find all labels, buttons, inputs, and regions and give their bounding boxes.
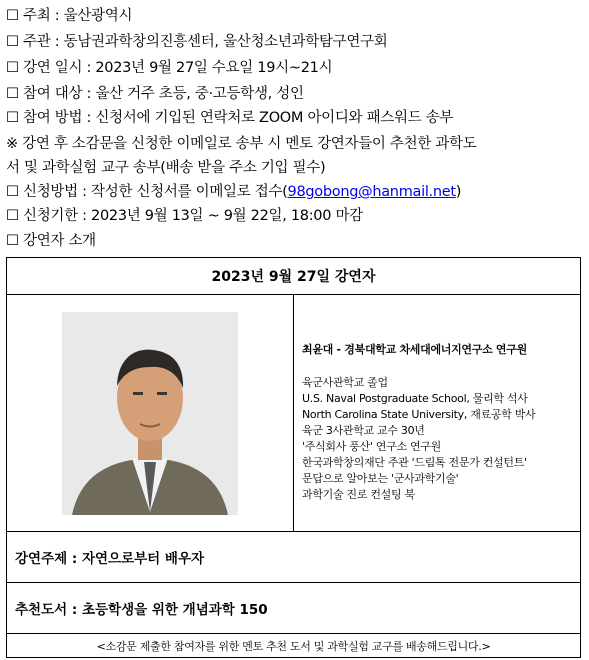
bio-item: '주식회사 풍산' 연구소 연구원 — [302, 440, 441, 453]
info-line-method: ☐ 참여 방법 : 신청서에 기입된 연락처로 ZOOM 아이디와 패스워드 송부 — [6, 110, 454, 126]
recommended-book: 추천도서 : 초등학생을 위한 개념과학 150 — [7, 583, 581, 634]
info-line-note: ※ 강연 후 소감문을 신청한 이메일로 송부 시 멘토 강연자들이 추천한 과학도 — [6, 136, 477, 152]
info-line-target: ☐ 참여 대상 : 울산 거주 초등, 중·고등학생, 성인 — [6, 86, 304, 102]
speaker-photo — [62, 312, 238, 515]
info-line-datetime: ☐ 강연 일시 : 2023년 9월 27일 수요일 19시~21시 — [6, 60, 333, 76]
bio-item: North Carolina State University, 재료공학 박사 — [302, 408, 536, 421]
bio-item: U.S. Naval Postgraduate School, 물리학 석사 — [302, 392, 528, 405]
info-line-host: ☐ 주최 : 울산광역시 — [6, 8, 133, 24]
bio-item: 과학기술 진로 컨설팅 북 — [302, 488, 415, 501]
bio-item: 문답으로 알아보는 '군사과학기술' — [302, 472, 459, 485]
photo-cell — [7, 295, 294, 532]
lecture-topic: 강연주제 : 자연으로부터 배우자 — [7, 532, 581, 583]
bio-item: 한국과학창의재단 주관 '드림톡 전문가 컨설턴트' — [302, 456, 527, 469]
bio-cell — [294, 295, 581, 532]
bio-item: 육군사관학교 졸업 — [302, 376, 388, 389]
bio-list — [302, 375, 580, 503]
shipping-note: <소감문 제출한 참여자를 위한 멘토 추천 도서 및 과학실험 교구를 배송해드립니다.> — [7, 634, 581, 658]
speaker-table — [6, 257, 581, 658]
email-link[interactable]: 98gobong@hanmail.net — [287, 184, 456, 200]
info-line-organizer: ☐ 주관 : 동남권과학창의진흥센터, 울산청소년과학탐구연구회 — [6, 34, 388, 50]
speaker-heading: 최윤대 - 경북대학교 차세대에너지연구소 연구원 — [302, 343, 527, 356]
info-line-speaker-intro: ☐ 강연자 소개 — [6, 233, 96, 249]
info-line-apply: ☐ 신청방법 : 작성한 신청서를 이메일로 접수(98gobong@hanmail.net) — [6, 184, 462, 200]
info-line-note-cont: 서 및 과학실험 교구 송부(배송 받을 주소 기입 필수) — [6, 160, 326, 176]
info-line-deadline: ☐ 신청기한 : 2023년 9월 13일 ~ 9월 22일, 18:00 마감 — [6, 208, 363, 224]
bio-item: 육군 3사관학교 교수 30년 — [302, 424, 425, 437]
lecture-title: 2023년 9월 27일 강연자 — [7, 258, 581, 295]
